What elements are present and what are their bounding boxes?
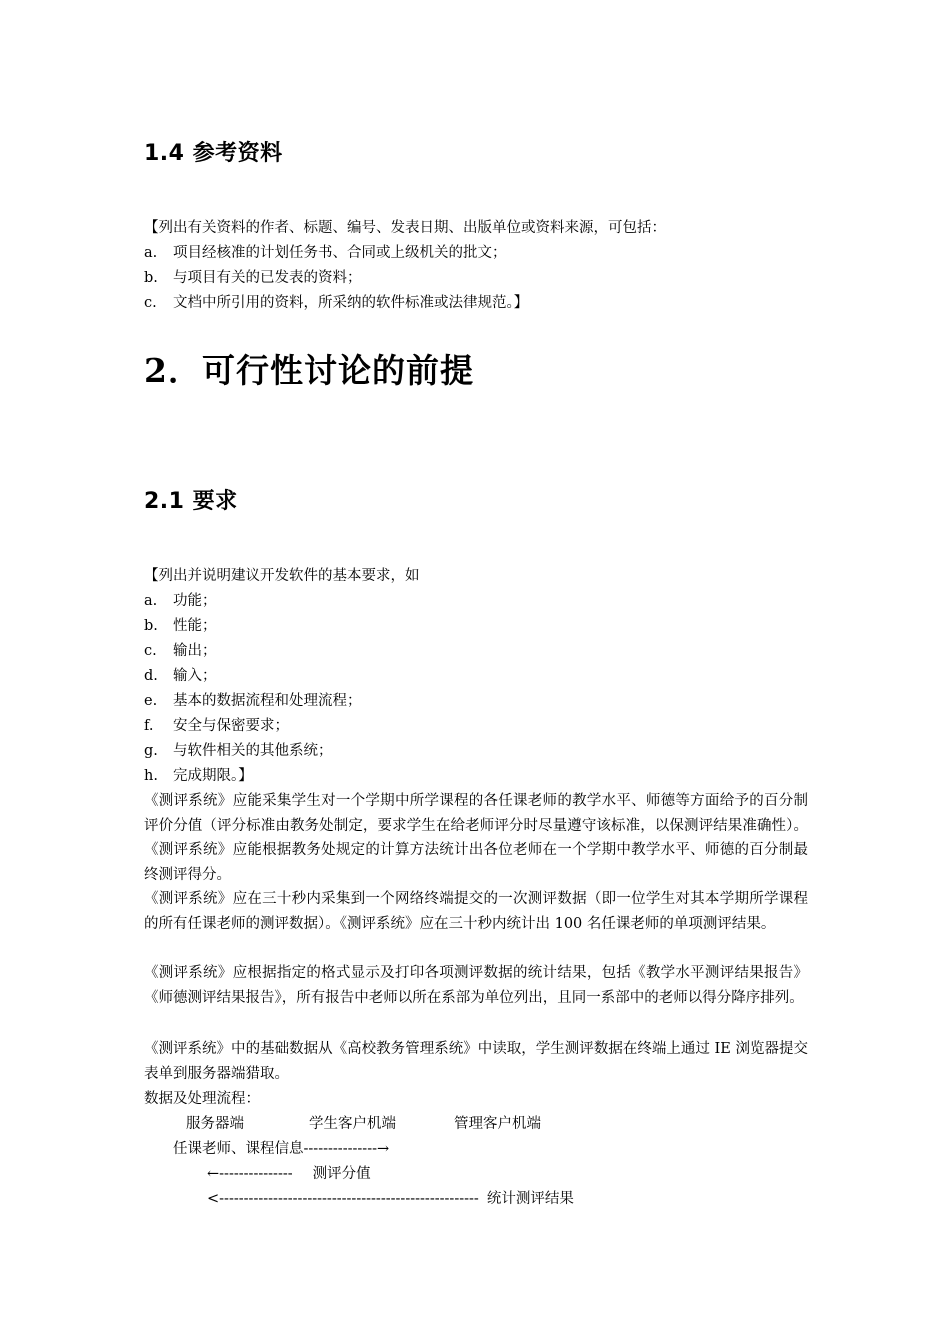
list-item bbox=[144, 241, 507, 266]
list-item bbox=[144, 764, 253, 789]
section-1-4-intro: 【列出有关资料的作者、标题、编号、发表日期、出版单位或资料来源，可包括： bbox=[144, 220, 666, 236]
list-marker: d. bbox=[144, 668, 158, 684]
list-item-text: 与软件相关的其他系统； bbox=[173, 743, 333, 759]
list-marker: a. bbox=[144, 593, 158, 609]
flow-row-1-text: 任课老师、课程信息 bbox=[173, 1141, 304, 1157]
arrow-left-icon: ← bbox=[207, 1166, 220, 1182]
flow-row-2-dashes: --------------- bbox=[219, 1166, 293, 1182]
flow-row-3-text: 统计测评结果 bbox=[486, 1191, 574, 1207]
list-item-text: 性能； bbox=[173, 618, 217, 634]
requirement-paragraph: 《测评系统》应在三十秒内采集到一个网络终端提交的一次测评数据（即一位学生对其本学期所学课程的所有任课老师的测评数据）。《测评系统》应在三十秒内统计出 100 名任课老师的单项测评结果。 bbox=[144, 891, 808, 932]
list-marker: h. bbox=[144, 768, 158, 784]
flow-row-2-text: 测评分值 bbox=[312, 1166, 371, 1182]
list-item bbox=[144, 739, 333, 764]
list-item-text: 基本的数据流程和处理流程； bbox=[173, 693, 362, 709]
list-item bbox=[144, 266, 362, 291]
list-item-text: 功能； bbox=[173, 593, 217, 609]
list-marker: b. bbox=[144, 270, 158, 286]
list-item-text: 文档中所引用的资料，所采纳的软件标准或法律规范。】 bbox=[173, 295, 529, 311]
list-item bbox=[144, 714, 289, 739]
section-2-1-intro: 【列出并说明建议开发软件的基本要求，如 bbox=[144, 568, 420, 584]
list-marker: e. bbox=[144, 693, 158, 709]
list-item bbox=[144, 664, 217, 689]
section-2-1-heading: 2.1 要求 bbox=[144, 489, 238, 514]
list-marker: c. bbox=[144, 643, 157, 659]
list-item bbox=[144, 589, 217, 614]
flow-row-3 bbox=[207, 1187, 574, 1212]
list-item-text: 项目经核准的计划任务书、合同或上级机关的批文； bbox=[173, 245, 507, 261]
flow-label: 数据及处理流程： bbox=[144, 1091, 260, 1107]
flow-column-admin: 管理客户机端 bbox=[454, 1116, 541, 1132]
list-item-text: 完成期限。】 bbox=[173, 768, 253, 784]
list-item bbox=[144, 614, 217, 639]
requirement-paragraph: 《测评系统》中的基础数据从《高校教务管理系统》中读取，学生测评数据在终端上通过 IE 浏览器提交表单到服务器端猎取。 bbox=[144, 1041, 808, 1082]
list-item-text: 与项目有关的已发表的资料； bbox=[173, 270, 362, 286]
list-item bbox=[144, 689, 362, 714]
flow-column-server: 服务器端 bbox=[186, 1116, 244, 1132]
section-1-4-heading: 1.4 参考资料 bbox=[144, 141, 283, 166]
list-item bbox=[144, 639, 217, 664]
list-item-text: 安全与保密要求； bbox=[173, 718, 289, 734]
list-marker: b. bbox=[144, 618, 158, 634]
list-marker: g. bbox=[144, 743, 158, 759]
requirement-paragraph: 《测评系统》应能采集学生对一个学期中所学课程的各任课老师的教学水平、师德等方面给予的百分制评价分值（评分标准由教务处制定，要求学生在给老师评分时尽量遵守该标准，以保测评结果准确性）。《测评系统》应能根据教务处规定的计算方法统计出各位老师在一个学期中教学水平、师德的百分制最终测评得分。 bbox=[144, 793, 808, 883]
requirement-paragraph: 《测评系统》应根据指定的格式显示及打印各项测评数据的统计结果，包括《教学水平测评结果报告》《师德测评结果报告》，所有报告中老师以所在系部为单位列出，且同一系部中的老师以得分降序排列。 bbox=[144, 965, 808, 1006]
list-item-text: 输出； bbox=[173, 643, 217, 659]
list-item bbox=[144, 291, 528, 316]
flow-row-1-dashes: --------------- bbox=[303, 1141, 377, 1157]
flow-column-student: 学生客户机端 bbox=[309, 1116, 396, 1132]
list-marker: c. bbox=[144, 295, 157, 311]
flow-row-2 bbox=[207, 1162, 371, 1187]
list-item-text: 输入； bbox=[173, 668, 217, 684]
list-marker: a. bbox=[144, 245, 158, 261]
flow-row-1 bbox=[173, 1137, 389, 1162]
flow-row-3-dashes: <----------------------------------------------------- bbox=[207, 1191, 479, 1207]
list-marker: f. bbox=[144, 718, 154, 734]
arrow-right-icon: → bbox=[377, 1141, 390, 1157]
chapter-2-title: 2．可行性讨论的前提 bbox=[144, 351, 474, 390]
